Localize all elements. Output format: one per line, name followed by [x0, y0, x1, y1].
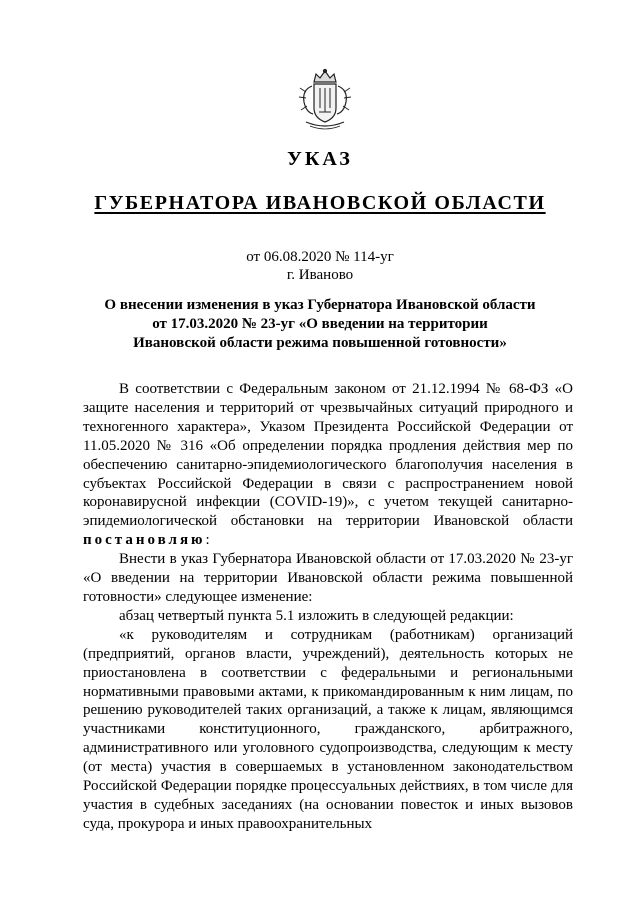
city: г. Иваново	[286, 267, 354, 283]
decree-meta	[0, 248, 640, 284]
subject-line-3: Ивановской области режима повышенной готовности»	[133, 335, 507, 351]
issuer-heading-text: ГУБЕРНАТОРА ИВАНОВСКОЙ ОБЛАСТИ	[94, 192, 546, 214]
decree-colon: :	[205, 532, 210, 549]
decree-word: постановляю	[83, 532, 206, 549]
issuer-heading	[0, 192, 640, 215]
paragraph-amendment: Внести в указ Губернатора Ивановской области от 17.03.2020 № 23-уг «О введении на территории Ивановской области режима повышенной готовности» следующее изменение:	[83, 551, 573, 605]
decree-body	[83, 380, 573, 834]
paragraph-preamble	[83, 380, 573, 550]
subject-line-2: от 17.03.2020 № 23-уг «О введении на территории	[152, 316, 488, 332]
decree-subject	[80, 296, 560, 353]
preamble-text: В соответствии с Федеральным законом от 21.12.1994 № 68-ФЗ «О защите населения и территорий от чрезвычайных ситуаций природного и техногенного характера», Указом Президента Российской Федерации от 11.05.2020 № 316 «Об определении порядка продления действия мер по обеспечению санитарно-эпидемиологического благополучия населения в субъектах Российской Федерации в связи с распространением новой коронавирусной инфекции (COVID-19)», с учетом текущей санитарно-эпидемиологической обстановки на территории Ивановской области	[83, 381, 573, 530]
decree-heading: УКАЗ	[287, 148, 353, 170]
date-number: от 06.08.2020 № 114-уг	[246, 249, 394, 265]
coat-of-arms-emblem	[294, 68, 356, 132]
paragraph-instruction: абзац четвертый пункта 5.1 изложить в следующей редакции:	[119, 607, 514, 624]
subject-line-1: О внесении изменения в указ Губернатора Ивановской области	[104, 297, 536, 313]
paragraph-new-text: «к руководителям и сотрудникам (работникам) организаций (предприятий, органов власти, учреждений), деятельность которых не приостановлена в соответствии с федеральными и региональными нормативными правовыми актами, к прикомандированным к ним лицам, по решению руководителей таких организаций, а также к лицам, являющимся участниками конституционного, гражданского, арбитражного, административного или уголовного судопроизводства, следующим к месту (от места) участия в совершаемых в установленном законодательством Российской Федерации порядке процессуальных действиях, в том числе для участия в судебных заседаниях (на основании повесток и иных вызовов суда, прокурора и иных правоохранительных	[83, 626, 573, 832]
